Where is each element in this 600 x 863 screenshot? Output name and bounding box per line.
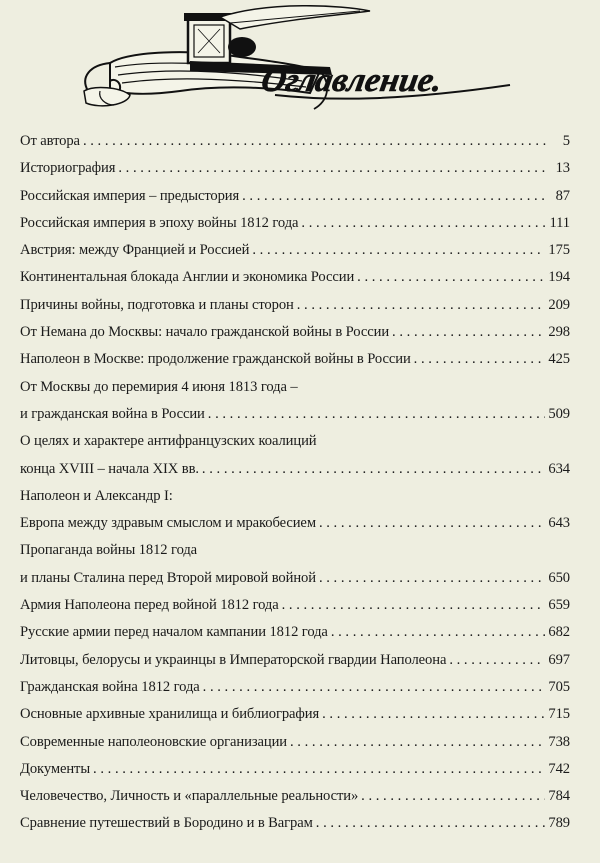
toc-line [20, 483, 570, 510]
toc-entry-title: и планы Сталина перед Второй мировой войной [20, 569, 316, 586]
toc-line [20, 729, 570, 756]
toc-line [20, 401, 570, 428]
toc-dot-leader [242, 183, 547, 210]
toc-page-number: 742 [548, 760, 570, 777]
toc-line [20, 592, 570, 619]
toc-entry[interactable] [20, 183, 570, 210]
toc-line [20, 456, 570, 483]
toc-entry[interactable] [20, 155, 570, 182]
toc-page-number: 87 [555, 187, 570, 204]
toc-page-number: 634 [548, 460, 570, 477]
toc-line [20, 701, 570, 728]
toc-entry[interactable] [20, 428, 570, 483]
toc-dot-leader [301, 210, 546, 237]
toc-line [20, 128, 570, 155]
toc-line [20, 674, 570, 701]
toc-line [20, 183, 570, 210]
toc-entry[interactable] [20, 619, 570, 646]
toc-page-number: 13 [555, 160, 570, 177]
toc-line [20, 619, 570, 646]
toc-page-number: 784 [548, 788, 570, 805]
toc-entry-title: Документы [20, 760, 91, 777]
toc-dot-leader [203, 674, 546, 701]
toc-entry-title: Гражданская война 1812 года [20, 678, 200, 695]
header-illustration [70, 5, 540, 115]
toc-entry-title: От автора [20, 133, 80, 149]
toc-dot-leader [319, 510, 545, 537]
header-title: Оглавление. [258, 61, 446, 99]
toc-page-number: 659 [548, 597, 570, 614]
toc-line [20, 210, 570, 237]
toc-entry-title: Человечество, Личность и «параллельные реальности» [20, 788, 359, 805]
toc-entry-title: Современные наполеоновские организации [20, 733, 287, 750]
toc-line [20, 292, 570, 319]
toc-entry[interactable] [20, 128, 570, 155]
toc-entry[interactable] [20, 701, 570, 728]
toc-entry-title: и гражданская война в России [20, 405, 205, 422]
toc-entry[interactable] [20, 346, 570, 373]
toc-dot-leader [282, 592, 546, 619]
toc-page-number: 650 [548, 569, 570, 586]
toc-line [20, 647, 570, 674]
toc-page-number: 738 [548, 733, 570, 750]
toc-page-number: 509 [548, 405, 570, 422]
toc-line [20, 428, 570, 455]
toc-entry[interactable] [20, 319, 570, 346]
toc-line [20, 374, 570, 401]
toc-entry-title: Континентальная блокада Англии и экономика России [20, 269, 355, 286]
toc-entry[interactable] [20, 592, 570, 619]
toc-line [20, 264, 570, 291]
toc-line [20, 783, 570, 810]
toc-page-number: 789 [548, 815, 570, 832]
toc-entry-title: Пропаганда войны 1812 года [20, 542, 198, 559]
toc-entry[interactable] [20, 810, 570, 837]
toc-dot-leader [297, 292, 546, 319]
toc-entry[interactable] [20, 537, 570, 592]
toc-entry-title: Российская империя – предыстория [20, 187, 240, 204]
toc-line [20, 510, 570, 537]
toc-entry[interactable] [20, 756, 570, 783]
toc-dot-leader [361, 783, 545, 810]
toc-entry-title: Русские армии перед началом кампании 1812 года [20, 624, 328, 641]
toc-entry-title: Основные архивные хранилища и библиография [20, 706, 320, 723]
toc-line [20, 346, 570, 373]
toc-dot-leader [252, 237, 545, 264]
toc-entry-title: Европа между здравым смыслом и мракобесием [20, 515, 316, 532]
toc-entry-title: Сравнение путешествий в Бородино и в Ваграм [20, 815, 313, 832]
toc-page-number: 643 [548, 515, 570, 532]
toc-page-number: 682 [548, 624, 570, 641]
toc-entry-title: Наполеон в Москве: продолжение гражданской войны в России [20, 351, 411, 368]
toc-dot-leader [202, 456, 545, 483]
table-of-contents [20, 128, 570, 838]
toc-line [20, 565, 570, 592]
toc-dot-leader [118, 155, 547, 182]
toc-page-number: 705 [548, 678, 570, 695]
toc-dot-leader [93, 756, 545, 783]
toc-page-number: 194 [548, 269, 570, 286]
toc-entry[interactable] [20, 647, 570, 674]
toc-entry-title: От Немана до Москвы: начало гражданской войны в России [20, 324, 390, 341]
toc-entry-title: О целях и характере антифранцузских коалиций [20, 433, 317, 450]
toc-entry-title: От Москвы до перемирия 4 июня 1813 года – [20, 378, 298, 395]
toc-page-number: 175 [548, 242, 570, 259]
toc-line [20, 319, 570, 346]
toc-entry[interactable] [20, 483, 570, 538]
toc-entry-title: Армия Наполеона перед войной 1812 года [20, 597, 279, 614]
toc-line [20, 155, 570, 182]
toc-entry-title: Историография [20, 160, 116, 177]
toc-entry[interactable] [20, 729, 570, 756]
toc-entry-title: конца XVIII – начала XIX вв. [20, 460, 199, 477]
toc-page-number: 697 [548, 651, 570, 668]
toc-entry-title: Литовцы, белорусы и украинцы в Императорской гвардии Наполеона [20, 651, 447, 668]
toc-dot-leader [357, 264, 545, 291]
toc-dot-leader [392, 319, 545, 346]
toc-entry[interactable] [20, 783, 570, 810]
inkwell-quill-illustration [70, 5, 540, 115]
toc-dot-leader [208, 401, 546, 428]
toc-entry[interactable] [20, 674, 570, 701]
toc-line [20, 237, 570, 264]
toc-entry-title: Австрия: между Францией и Россией [20, 242, 250, 259]
toc-dot-leader [414, 346, 546, 373]
toc-dot-leader [319, 565, 545, 592]
toc-line [20, 537, 570, 564]
toc-line [20, 756, 570, 783]
toc-entry-title: Российская империя в эпоху войны 1812 года [20, 214, 299, 231]
toc-entry[interactable] [20, 292, 570, 319]
toc-line [20, 810, 570, 837]
toc-dot-leader [449, 647, 545, 674]
toc-page-number: 298 [548, 324, 570, 341]
toc-dot-leader [83, 128, 547, 155]
toc-entry[interactable] [20, 264, 570, 291]
toc-entry-title: Наполеон и Александр I: [20, 487, 173, 504]
toc-dot-leader [316, 810, 546, 837]
toc-page-number: 111 [549, 214, 570, 231]
toc-page-number: 425 [548, 351, 570, 368]
toc-dot-leader [331, 619, 546, 646]
toc-entry[interactable] [20, 210, 570, 237]
toc-entry-title: Причины войны, подготовка и планы сторон [20, 296, 294, 313]
toc-dot-leader [290, 729, 545, 756]
toc-entry[interactable] [20, 374, 570, 429]
toc-dot-leader [322, 701, 545, 728]
toc-entry[interactable] [20, 237, 570, 264]
toc-page-number: 209 [548, 296, 570, 313]
toc-page-number: 715 [548, 706, 570, 723]
toc-page-number: 5 [562, 133, 570, 149]
